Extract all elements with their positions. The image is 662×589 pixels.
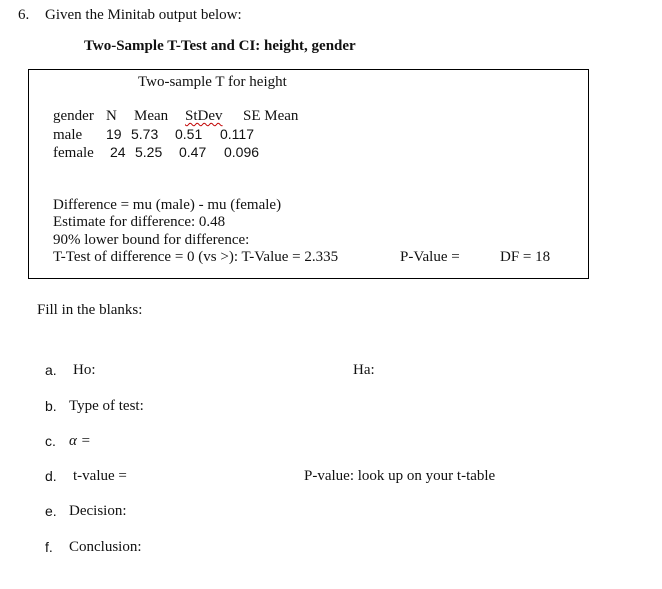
cell-n: 24: [110, 144, 126, 160]
item-letter: d.: [45, 468, 57, 484]
table-header-row: [53, 107, 298, 125]
header-gender: gender: [53, 108, 94, 124]
cell-mean: 5.73: [131, 126, 159, 142]
ttest-line: T-Test of difference = 0 (vs >): T-Value = 2.335: [53, 249, 339, 265]
lower-bound-line: 90% lower bound for difference:: [53, 232, 250, 248]
output-heading: Two-Sample T-Test and CI: height, gender: [84, 38, 356, 54]
table-row: [53, 143, 259, 162]
decision-label: Decision:: [69, 503, 127, 519]
header-mean: Mean: [134, 108, 169, 124]
tvalue-label: t-value =: [73, 468, 127, 484]
cell-stdev: 0.47: [179, 144, 207, 160]
cell-mean: 5.25: [135, 144, 163, 160]
ha-label: Ha:: [353, 362, 375, 378]
ho-label: Ho:: [73, 362, 96, 378]
item-letter: a.: [45, 362, 57, 378]
item-letter: b.: [45, 398, 57, 414]
question-number: 6.: [18, 7, 30, 23]
pvalue-label: P-Value =: [400, 249, 460, 265]
difference-line: Difference = mu (male) - mu (female): [53, 197, 282, 213]
estimate-line: Estimate for difference: 0.48: [53, 214, 226, 230]
item-letter: c.: [45, 433, 56, 449]
alpha-label: α =: [69, 433, 91, 449]
df-label: DF = 18: [500, 249, 551, 265]
header-stdev: StDev: [185, 108, 223, 124]
conclusion-label: Conclusion:: [69, 539, 142, 555]
item-letter: e.: [45, 503, 57, 519]
header-n: N: [106, 108, 117, 124]
cell-se-mean: 0.117: [220, 126, 254, 142]
header-se-mean: SE Mean: [243, 108, 299, 124]
cell-gender: female: [53, 145, 94, 161]
table-row: [53, 125, 254, 144]
cell-stdev: 0.51: [175, 126, 203, 142]
pvalue-note: P-value: look up on your t-table: [304, 468, 496, 484]
question-intro: Given the Minitab output below:: [45, 7, 242, 23]
cell-n: 19: [106, 126, 122, 142]
cell-gender: male: [53, 127, 83, 143]
item-letter: f.: [45, 539, 53, 555]
test-type-label: Type of test:: [69, 398, 144, 414]
blanks-intro: Fill in the blanks:: [37, 302, 143, 318]
output-title: Two-sample T for height: [138, 74, 287, 90]
cell-se-mean: 0.096: [224, 144, 260, 160]
